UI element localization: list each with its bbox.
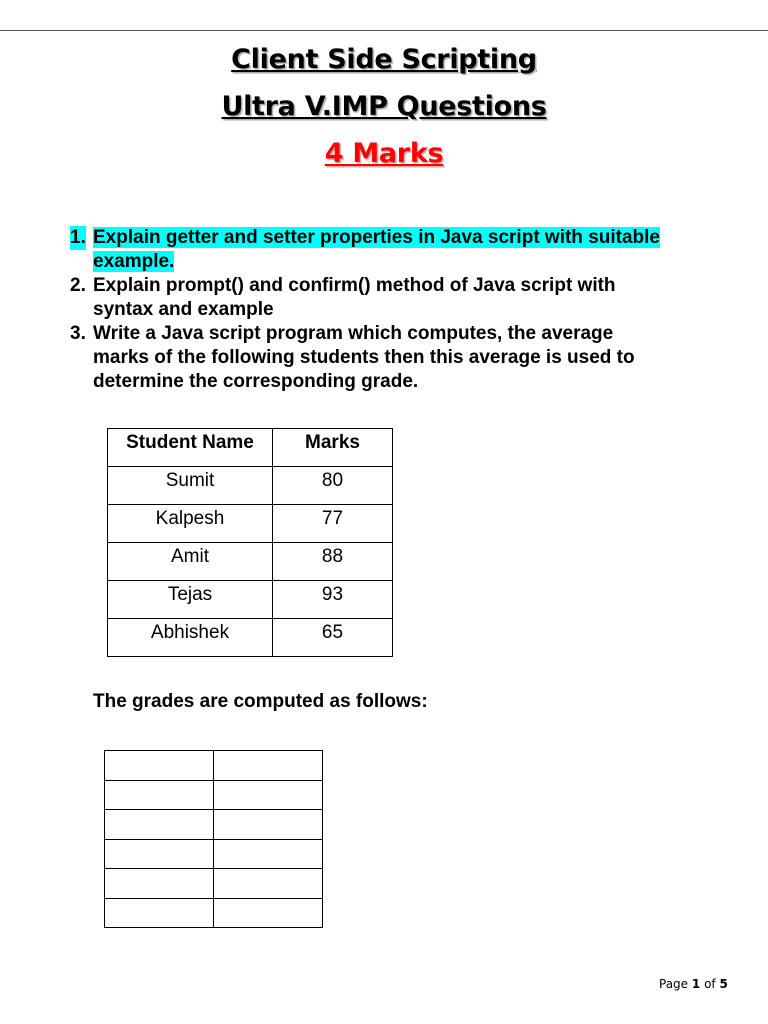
grade-cell [105, 810, 214, 840]
top-rule [0, 30, 768, 31]
table-row [105, 751, 323, 781]
question-text-cont: syntax and example [93, 299, 274, 320]
question-list [70, 226, 720, 394]
student-marks: 65 [273, 619, 393, 657]
grade-cell [105, 839, 214, 869]
page-number: 1 [691, 977, 701, 991]
student-marks: 93 [273, 581, 393, 619]
grade-cell [214, 751, 323, 781]
table-row [105, 869, 323, 899]
question-3 [70, 322, 720, 394]
grade-cell [105, 780, 214, 810]
table-row [105, 898, 323, 928]
grade-cell [214, 839, 323, 869]
table-header-row [108, 429, 393, 467]
question-text: Explain prompt() and confirm() method of Java script with [93, 275, 616, 296]
column-header: Marks [273, 429, 393, 467]
grade-cell [105, 751, 214, 781]
question-text: Explain getter and setter properties in Java script with suitable [93, 227, 660, 248]
question-text-cont: determine the corresponding grade. [93, 371, 419, 392]
question-number: 2. [70, 275, 86, 296]
page-total: 5 [719, 977, 728, 991]
grade-cell [105, 898, 214, 928]
question-number: 3. [70, 323, 86, 344]
grades-table [104, 750, 323, 928]
of-label: of [704, 977, 716, 991]
grade-cell [214, 780, 323, 810]
grade-cell [214, 869, 323, 899]
student-marks: 88 [273, 543, 393, 581]
table-row [108, 467, 393, 505]
marks-heading: 4 Marks [324, 138, 444, 169]
student-marks: 77 [273, 505, 393, 543]
student-name: Abhishek [108, 619, 273, 657]
grade-cell [105, 869, 214, 899]
question-1 [70, 226, 720, 274]
question-text: Write a Java script program which computes, the average [93, 323, 614, 344]
question-number: 1. [70, 227, 86, 248]
document-title: Client Side Scripting [231, 44, 537, 75]
page-label: Page [659, 977, 689, 991]
student-marks: 80 [273, 467, 393, 505]
table-row [108, 543, 393, 581]
column-header: Student Name [108, 429, 273, 467]
student-name: Tejas [108, 581, 273, 619]
page-footer [659, 977, 728, 991]
table-row [105, 839, 323, 869]
table-row [108, 505, 393, 543]
table-row [105, 780, 323, 810]
question-2 [70, 274, 720, 322]
table-row [108, 581, 393, 619]
student-name: Kalpesh [108, 505, 273, 543]
grade-cell [214, 898, 323, 928]
question-text-cont: example. [93, 251, 175, 272]
student-name: Sumit [108, 467, 273, 505]
question-text-cont: marks of the following students then this average is used to [93, 347, 635, 368]
students-table [107, 428, 393, 657]
table-row [105, 810, 323, 840]
grade-cell [214, 810, 323, 840]
document-subtitle: Ultra V.IMP Questions [221, 91, 547, 122]
table-row [108, 619, 393, 657]
student-name: Amit [108, 543, 273, 581]
grades-caption: The grades are computed as follows: [93, 691, 428, 712]
